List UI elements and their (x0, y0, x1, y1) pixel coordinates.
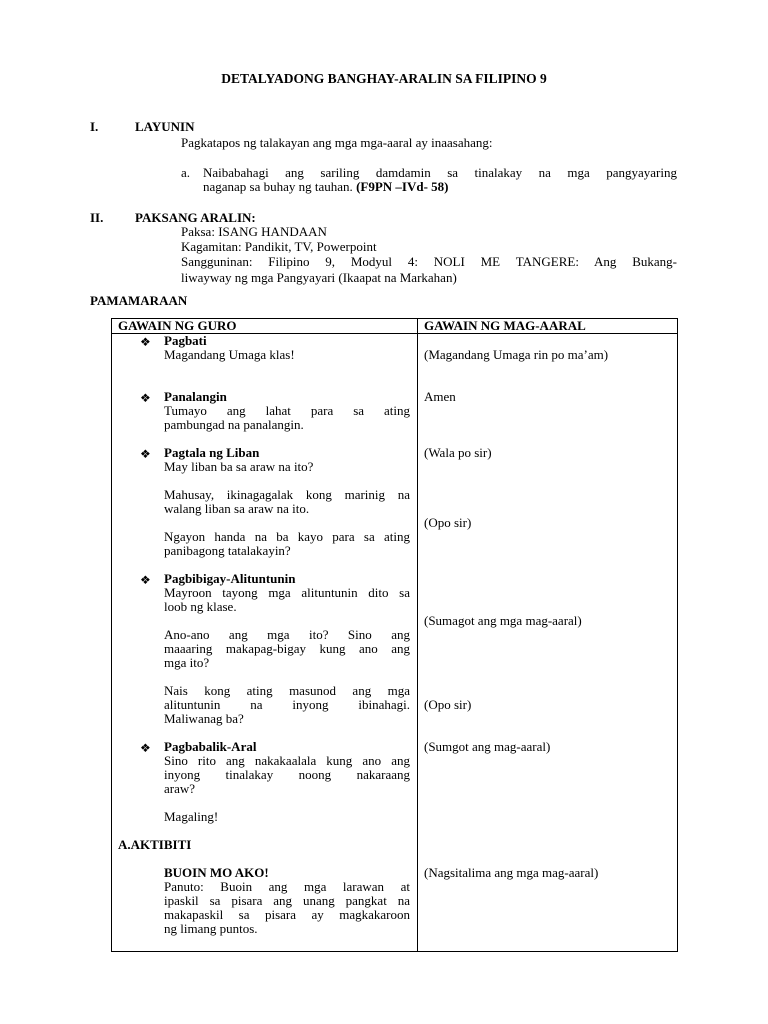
section-1-title: LAYUNIN (135, 119, 195, 134)
lesson-table (111, 318, 678, 952)
panalangin-line1: Tumayo ang lahat para sa ating (164, 403, 410, 418)
panuto-line3: makapaskil sa pisara ay magkakaroon (164, 907, 410, 922)
ngayon-line2: panibagong tatalakayin? (164, 543, 291, 558)
layunin-item-line2 (203, 180, 449, 194)
ngayon-line1: Ngayon handa na ba kayo para sa ating (164, 529, 410, 544)
nais-line2: alituntunin na inyong ibinahagi. (164, 697, 410, 712)
alituntunin-line1: Mayroon tayong mga alituntunin dito sa (164, 585, 410, 600)
layunin-item-line1: Naibabahagi ang sariling damdamin sa tinalakay na mga pangyayaring (203, 165, 677, 180)
panuto-line2: ipaskil sa pisara ang unang pangkat na (164, 893, 410, 908)
anoano-line1: Ano-ano ang mga ito? Sino ang (164, 627, 410, 642)
layunin-intro: Pagkatapos ng talakayan ang mga mga-aaral ay inaasahang: (181, 135, 493, 150)
student-response-sumagot: (Sumagot ang mga mag-aaral) (424, 613, 582, 628)
column-header-guro: GAWAIN NG GURO (112, 319, 418, 334)
mahusay-line1: Mahusay, ikinagagalak kong marinig na (164, 487, 410, 502)
diamond-bullet-icon: ❖ (140, 391, 151, 405)
pagtala-text: May liban ba sa araw na ito? (164, 459, 314, 474)
pagbati-heading: Pagbati (164, 333, 207, 348)
student-column (418, 334, 678, 952)
teacher-column (112, 334, 418, 952)
balik-line2: inyong tinalakay noong nakaraang (164, 767, 410, 782)
panalangin-heading: Panalangin (164, 389, 227, 404)
nais-line3: Maliwanag ba? (164, 711, 244, 726)
nais-line1: Nais kong ating masunod ang mga (164, 683, 410, 698)
alituntunin-line2: loob ng klase. (164, 599, 237, 614)
kagamitan-line: Kagamitan: Pandikit, TV, Powerpoint (181, 239, 377, 254)
diamond-bullet-icon: ❖ (140, 447, 151, 461)
pagtala-heading: Pagtala ng Liban (164, 445, 260, 460)
column-header-mag-aaral: GAWAIN NG MAG-AARAL (418, 319, 678, 334)
layunin-item-letter: a. (181, 165, 191, 180)
balik-line3: araw? (164, 781, 196, 796)
magaling-text: Magaling! (164, 809, 219, 824)
panuto-line4: ng limang puntos. (164, 921, 258, 936)
panuto-line1: Panuto: Buoin ang mga larawan at (164, 879, 410, 894)
aktibiti-heading: A.AKTIBITI (118, 837, 192, 852)
student-response-opo-2: (Opo sir) (424, 697, 472, 712)
pamamaraan-heading: PAMAMARAAN (90, 293, 188, 308)
balik-line1: Sino rito ang nakakaalala kung ano ang (164, 753, 410, 768)
anoano-line2: maaaring makapag-bigay kung ano ang (164, 641, 410, 656)
buoin-heading: BUOIN MO AKO! (164, 865, 269, 880)
student-response-amen: Amen (424, 389, 456, 404)
document-title: DETALYADONG BANGHAY-ARALIN SA FILIPINO 9 (221, 71, 547, 86)
student-response-nagsitalima: (Nagsitalima ang mga mag-aaral) (424, 865, 599, 880)
section-2-title: PAKSANG ARALIN: (135, 210, 256, 225)
panalangin-line2: pambungad na panalangin. (164, 417, 304, 432)
student-response-opo-1: (Opo sir) (424, 515, 472, 530)
paksa-line: Paksa: ISANG HANDAAN (181, 224, 327, 239)
section-2-number: II. (90, 210, 104, 225)
student-response-umaga: (Magandang Umaga rin po ma’am) (424, 347, 609, 362)
sanggunian-line1: Sangguninan: Filipino 9, Modyul 4: NOLI ME TANGERE: Ang Bukang- (181, 254, 677, 269)
section-1-number: I. (90, 119, 99, 134)
pagbabalik-aral-heading: Pagbabalik-Aral (164, 739, 257, 754)
diamond-bullet-icon: ❖ (140, 335, 151, 349)
layunin-item-text: naganap sa buhay ng tauhan. (203, 179, 353, 194)
anoano-line3: mga ito? (164, 655, 210, 670)
diamond-bullet-icon: ❖ (140, 741, 151, 755)
learning-code: (F9PN –IVd- 58) (356, 179, 449, 194)
sanggunian-line2: liwayway ng mga Pangyayari (Ikaapat na Markahan) (181, 270, 457, 285)
student-response-sumgot: (Sumgot ang mag-aaral) (424, 739, 551, 754)
alituntunin-heading: Pagbibigay-Alituntunin (164, 571, 296, 586)
mahusay-line2: walang liban sa araw na ito. (164, 501, 310, 516)
student-response-wala: (Wala po sir) (424, 445, 492, 460)
pagbati-text: Magandang Umaga klas! (164, 347, 295, 362)
diamond-bullet-icon: ❖ (140, 573, 151, 587)
